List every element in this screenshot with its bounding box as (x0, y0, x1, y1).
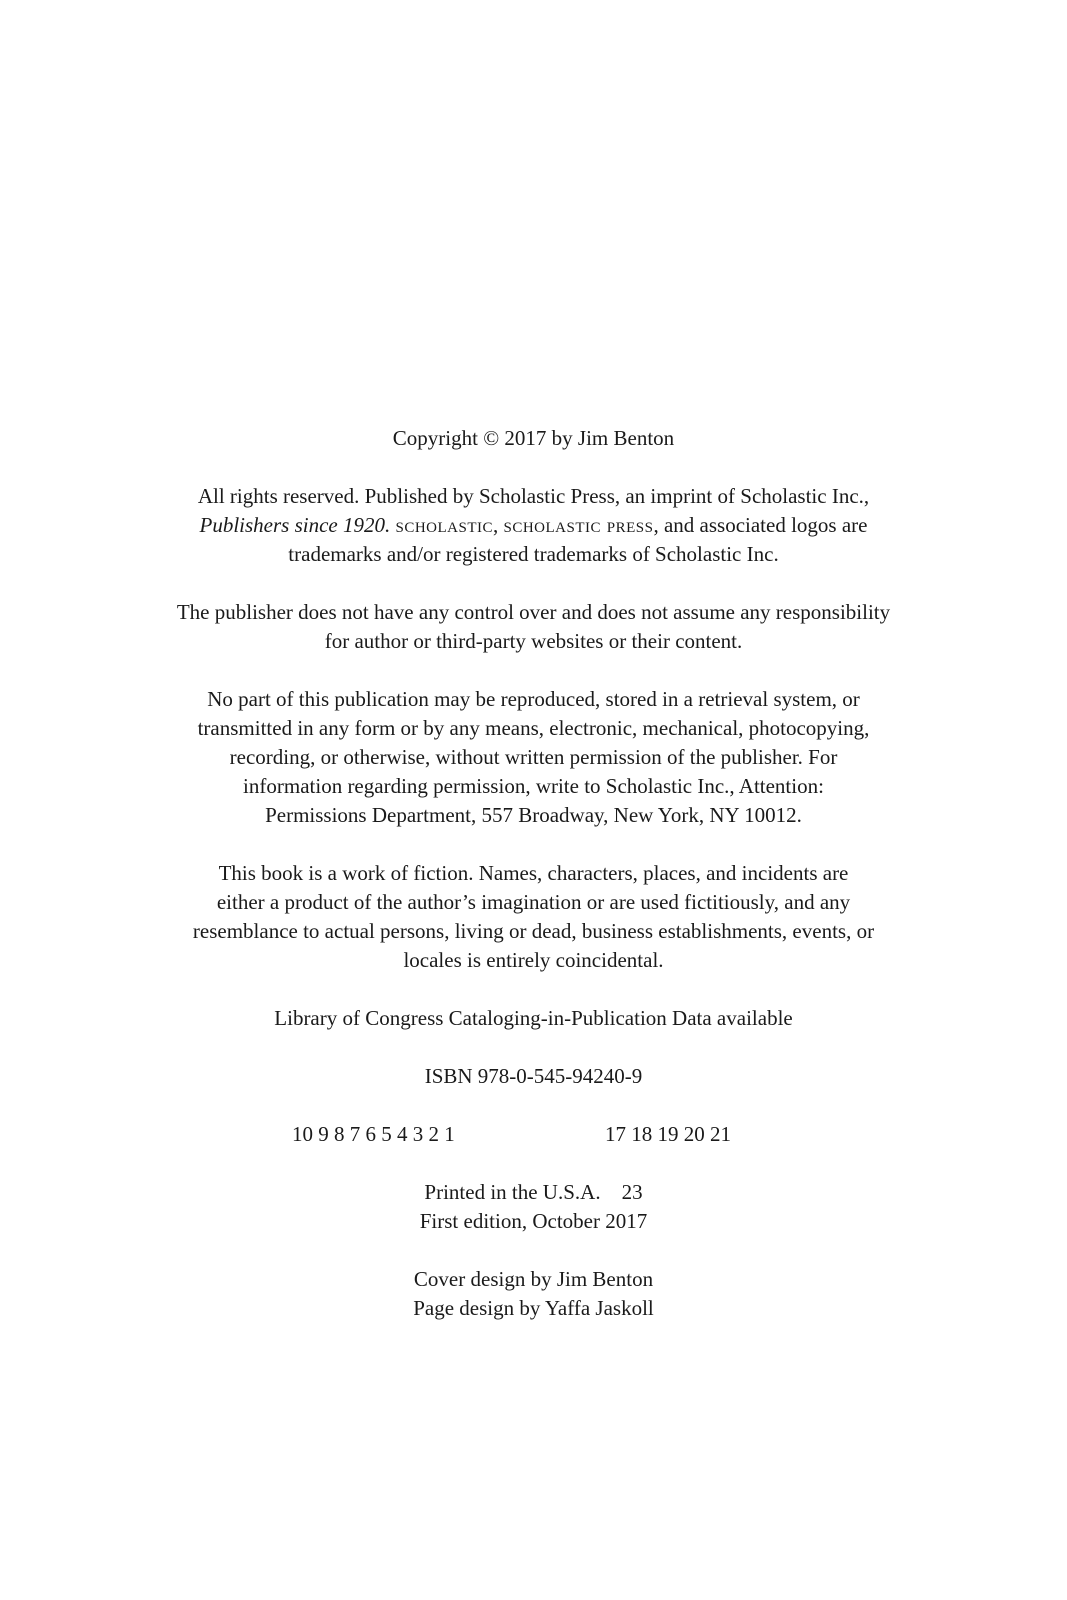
scholastic-trademark-text: scholastic (395, 513, 493, 537)
reproduction-line-4: information regarding permission, write to Scholastic Inc., Attention: (243, 774, 824, 798)
copyright-line: Copyright © 2017 by Jim Benton (392, 426, 675, 450)
rights-line-2 (0, 511, 1067, 540)
printed-code: 23 (621, 1180, 643, 1204)
copyright-block (0, 424, 1067, 453)
first-edition-line: First edition, October 2017 (419, 1209, 648, 1233)
reproduction-notice-block (0, 685, 1067, 830)
isbn-line: ISBN 978-0-545-94240-9 (424, 1064, 643, 1088)
credits-block (0, 1265, 1067, 1323)
trademark-separator: , (493, 513, 504, 537)
scholastic-press-trademark-text: scholastic press (503, 513, 654, 537)
fiction-line-2: either a product of the author’s imagination or are used fictitiously, and any (216, 890, 851, 914)
reproduction-line-3: recording, or otherwise, without written permission of the publisher. For (229, 745, 838, 769)
reproduction-line-5: Permissions Department, 557 Broadway, New York, NY 10012. (265, 803, 802, 827)
reproduction-line-1: No part of this publication may be reproduced, stored in a retrieval system, or (207, 687, 860, 711)
cataloging-line: Library of Congress Cataloging-in-Publication Data available (274, 1006, 793, 1030)
fiction-notice-block (0, 859, 1067, 975)
disclaimer-line-2: for author or third-party websites or their content. (324, 629, 743, 653)
year-number-line: 17 18 19 20 21 (605, 1122, 731, 1146)
page-design-line: Page design by Yaffa Jaskoll (413, 1296, 654, 1320)
publishers-since-text: Publishers since 1920. (199, 513, 391, 537)
printed-line (0, 1178, 1067, 1207)
publisher-disclaimer-block (0, 598, 1067, 656)
printing-number-line: 10 9 8 7 6 5 4 3 2 1 (292, 1122, 455, 1146)
printed-label: Printed in the U.S.A. (424, 1180, 601, 1204)
disclaimer-line-1: The publisher does not have any control over and does not assume any responsibility (176, 600, 891, 624)
fiction-line-3: resemblance to actual persons, living or dead, business establishments, events, or (192, 919, 875, 943)
fiction-line-1: This book is a work of fiction. Names, characters, places, and incidents are (218, 861, 849, 885)
rights-line-2-rest: , and associated logos are (653, 513, 868, 537)
cover-design-line: Cover design by Jim Benton (413, 1267, 654, 1291)
isbn-block (0, 1062, 1067, 1091)
print-numbers-row (0, 1120, 1067, 1149)
cataloging-block (0, 1004, 1067, 1033)
rights-line-1: All rights reserved. Published by Scholastic Press, an imprint of Scholastic Inc., (197, 484, 870, 508)
rights-block (0, 482, 1067, 569)
copyright-content (0, 424, 1067, 1352)
edition-block (0, 1178, 1067, 1236)
rights-line-3: trademarks and/or registered trademarks of Scholastic Inc. (288, 542, 779, 566)
fiction-line-4: locales is entirely coincidental. (403, 948, 664, 972)
reproduction-line-2: transmitted in any form or by any means, electronic, mechanical, photocopying, (197, 716, 870, 740)
